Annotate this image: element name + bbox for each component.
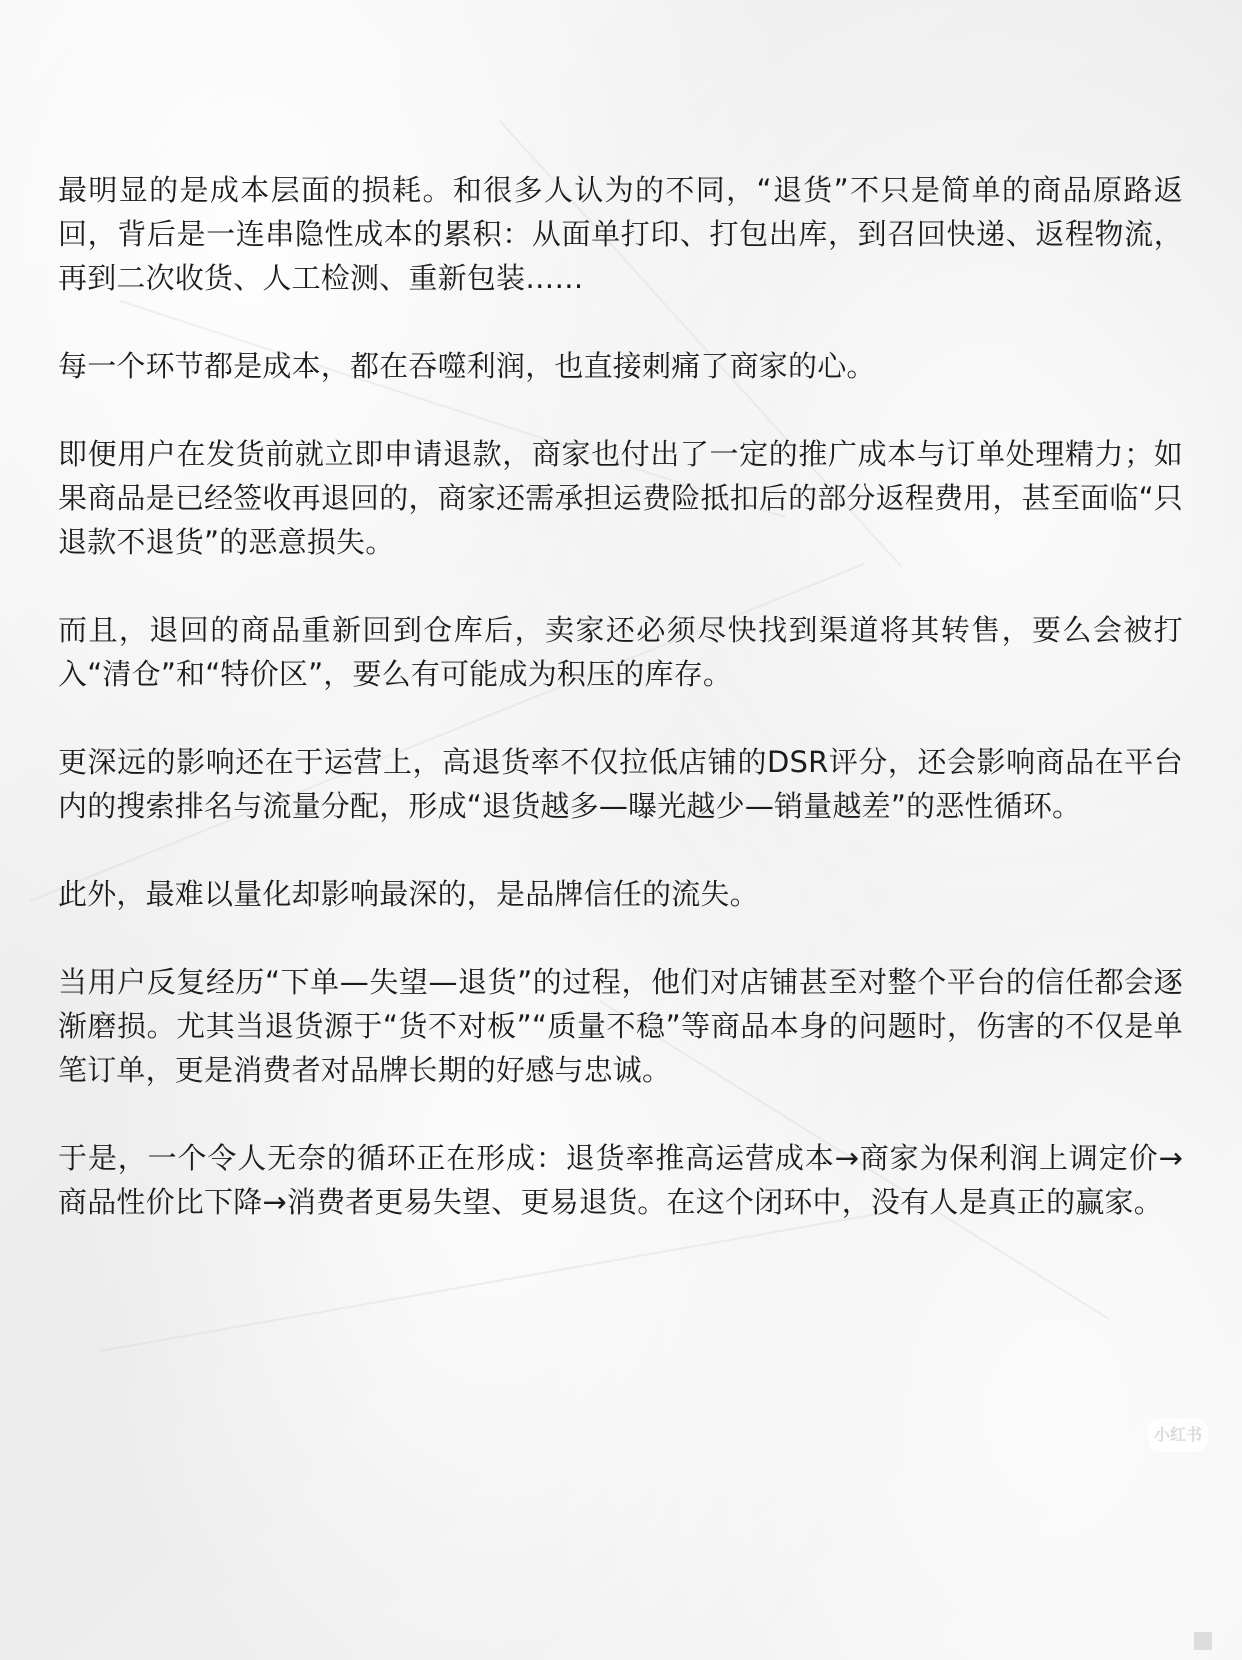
paragraph: 当用户反复经历“下单—失望—退货”的过程，他们对店铺甚至对整个平台的信任都会逐渐磨损。尤其当退货源于“货不对板”“质量不稳”等商品本身的问题时，伤害的不仅是单笔订单，更是消费者对品牌长期的好感与忠诚。 xyxy=(58,965,1183,1087)
paragraph: 此外，最难以量化却影响最深的，是品牌信任的流失。 xyxy=(58,877,759,911)
watermark-logo: 小红书 xyxy=(1148,1418,1208,1452)
paragraph: 最明显的是成本层面的损耗。和很多人认为的不同，“退货”不只是简单的商品原路返回，背后是一连串隐性成本的累积：从面单打印、打包出库，到召回快递、返程物流，再到二次收货、人工检测、重新包装…… xyxy=(58,173,1183,295)
paragraph: 每一个环节都是成本，都在吞噬利润，也直接刺痛了商家的心。 xyxy=(58,349,876,383)
paragraph: 于是，一个令人无奈的循环正在形成：退货率推高运营成本→商家为保利润上调定价→商品性价比下降→消费者更易失望、更易退货。在这个闭环中，没有人是真正的赢家。 xyxy=(58,1141,1183,1219)
article-body xyxy=(58,168,1183,1268)
paragraph: 即便用户在发货前就立即申请退款，商家也付出了一定的推广成本与订单处理精力；如果商品是已经签收再退回的，商家还需承担运费险抵扣后的部分返程费用，甚至面临“只退款不退货”的恶意损失。 xyxy=(58,437,1183,559)
paragraph: 而且，退回的商品重新回到仓库后，卖家还必须尽快找到渠道将其转售，要么会被打入“清仓”和“特价区”，要么有可能成为积压的库存。 xyxy=(58,613,1183,691)
paragraph: 更深远的影响还在于运营上，高退货率不仅拉低店铺的DSR评分，还会影响商品在平台内的搜索排名与流量分配，形成“退货越多—曝光越少—销量越差”的恶性循环。 xyxy=(58,745,1183,823)
corner-mark xyxy=(1194,1632,1212,1650)
